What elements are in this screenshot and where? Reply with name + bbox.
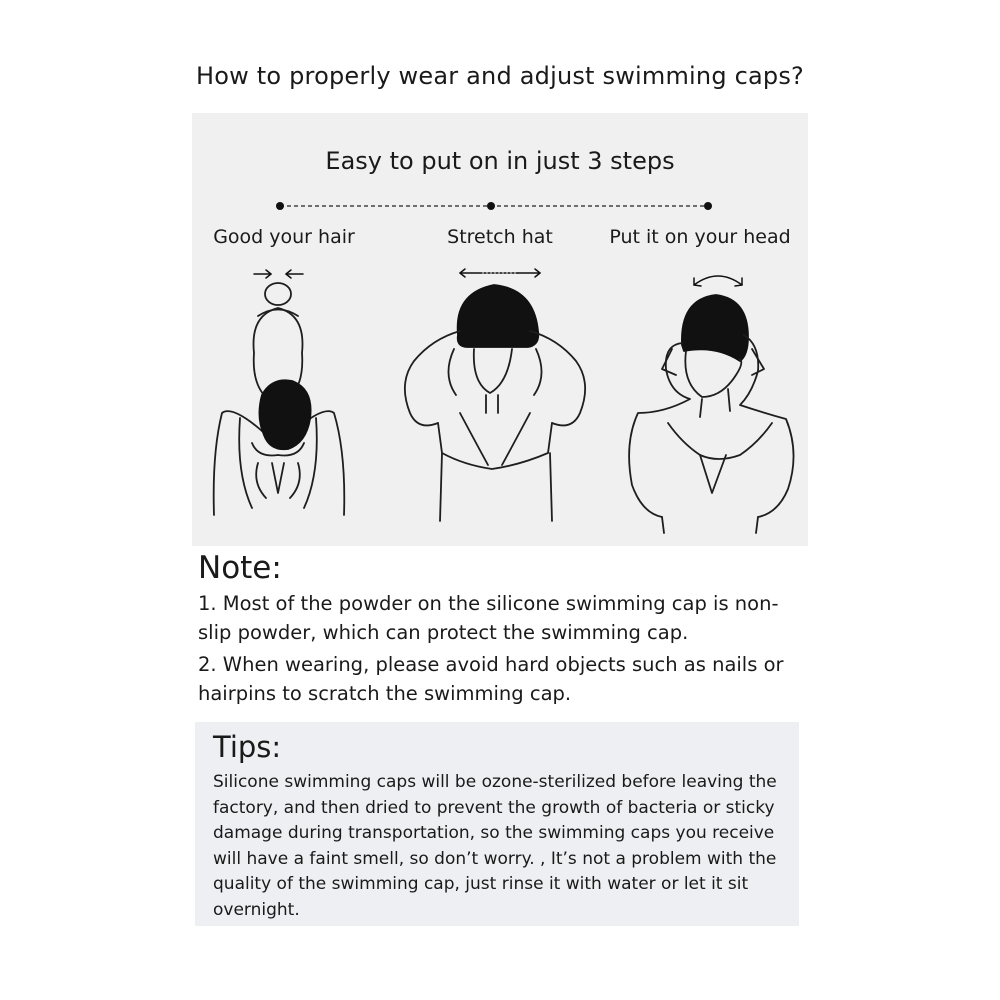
- steps-heading: Easy to put on in just 3 steps: [325, 147, 675, 175]
- tips-title: Tips:: [213, 730, 282, 764]
- swim-cap-icon: [458, 285, 539, 347]
- figure-good-your-hair: [214, 270, 345, 515]
- note-item: 2. When wearing, please avoid hard objects such as nails or hairpins to scratch the swimming cap.: [198, 653, 784, 705]
- step-label-stretch-hat: Stretch hat: [447, 226, 553, 248]
- figure-stretch-hat: [405, 269, 585, 521]
- note-title: Note:: [198, 550, 282, 586]
- stretch-arrows-icon: [460, 269, 540, 277]
- page-title: How to properly wear and adjust swimming caps?: [196, 62, 804, 90]
- steps-panel: [192, 113, 808, 546]
- note-item: 1. Most of the powder on the silicone swimming cap is non-slip powder, which can protect the swimming cap.: [198, 592, 779, 644]
- tips-panel: [195, 722, 799, 926]
- figure-put-on-head: [629, 276, 793, 533]
- steps-illustration: [192, 113, 808, 546]
- step-label-good-your-hair: Good your hair: [213, 226, 355, 248]
- squeeze-arrows-icon: [254, 270, 303, 278]
- tips-text: Silicone swimming caps will be ozone-sterilized before leaving the factory, and then dried to prevent the growth of bacteria or sticky damage during transportation, so the swimming caps you receive will have a faint smell, so don’t worry. , It’s not a problem with the quality of the swimming cap, just rinse it with water or let it sit overnight.: [213, 772, 777, 920]
- step-label-put-on-head: Put it on your head: [609, 226, 791, 248]
- swim-cap-icon: [259, 380, 310, 449]
- rotate-arrow-icon: [694, 276, 742, 286]
- swim-cap-icon: [682, 295, 748, 361]
